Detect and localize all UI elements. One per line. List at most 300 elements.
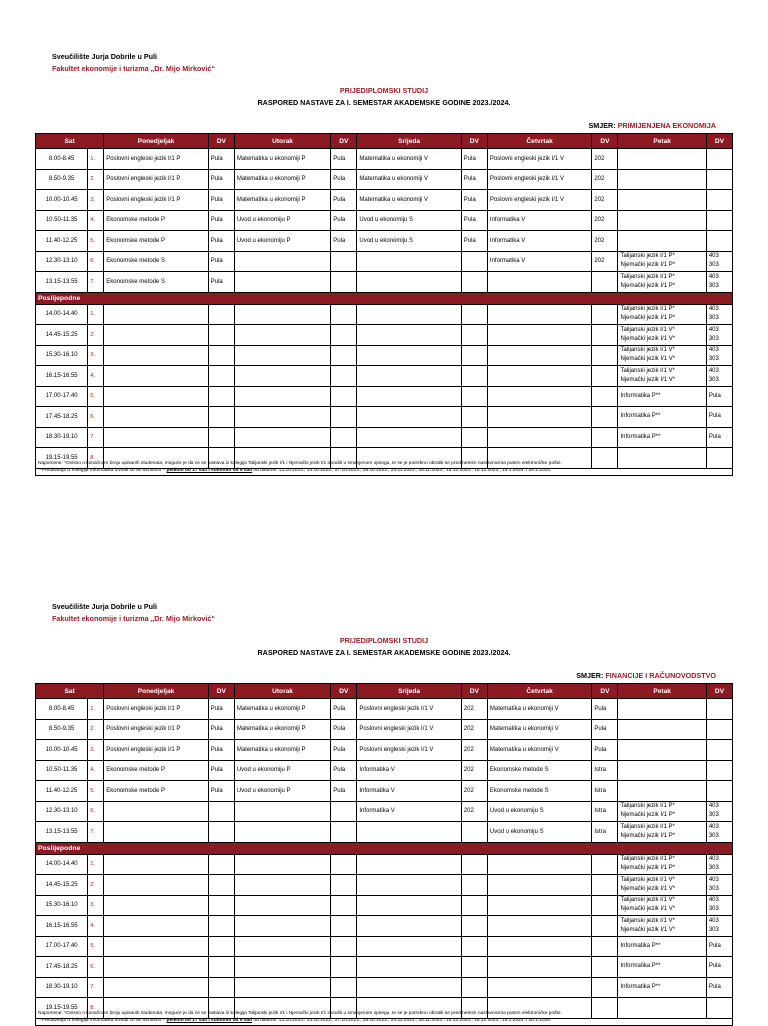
column-header: DV — [706, 684, 732, 699]
period-number: 5. — [88, 781, 104, 802]
empty-cell — [234, 977, 330, 998]
wed-room: 202 — [461, 801, 487, 822]
afternoon-section — [36, 842, 733, 854]
fri-room — [706, 190, 732, 211]
empty-cell — [357, 936, 461, 957]
wed-course: Matematika u ekonomiji V — [357, 169, 461, 190]
thu-course: Matematika u ekonomiji V — [487, 699, 591, 720]
notes — [35, 459, 733, 476]
empty-cell — [208, 386, 234, 407]
column-header: Srijeda — [357, 684, 461, 699]
empty-cell — [331, 875, 357, 896]
table-row — [36, 957, 733, 978]
fri-course — [618, 781, 706, 802]
period-number: 4. — [88, 760, 104, 781]
thu-course: Poslovni engleski jezik I/1 V — [487, 149, 591, 170]
empty-cell — [331, 345, 357, 366]
smjer-value: FINANCIJE I RAČUNOVODSTVO — [605, 671, 716, 680]
mon-room: Pula — [208, 719, 234, 740]
thu-course: Uvod u ekonomiju S — [487, 822, 591, 843]
fri-course: Talijanski jezik I/1 P* Njemački jezik I/1 P* — [618, 822, 706, 843]
note-2: **Predavanja iz kolegija Informatika izvodit će se turnusno – petkom od 17 sati i subotom od 9 sati na datume: 13.10.2023., 14.10.2023., 27.10.2023., 28.10.2023., 24.11.2023., 25.11.2023., 15.12.2023., 16.12.2023., 19.1.2024. i 20.1.2024. — [38, 1017, 552, 1023]
empty-cell — [208, 916, 234, 937]
fri-room: 403 303 — [706, 801, 732, 822]
table-row — [36, 169, 733, 190]
thu-course: Uvod u ekonomiju S — [487, 801, 591, 822]
time-slot: 17.45-18.25 — [36, 407, 88, 428]
fri-room: 403 303 — [706, 916, 732, 937]
table-row — [36, 325, 733, 346]
empty-cell — [592, 895, 618, 916]
fri-room: Pula — [706, 936, 732, 957]
fri-room: Pula — [706, 386, 732, 407]
empty-cell — [234, 895, 330, 916]
wed-course: Informatika V — [357, 781, 461, 802]
note-1: Napomene: *Ovisno o konačnom broju upisanih studenata, moguće je da će se nastava iz kolegija Talijanski jezik I/1 i Njemački jezik I/1 izvoditi u smanjenom opsegu, te se je potrebno obratiti se predmetnim nastavnicima putem elektroničke pošte. — [38, 460, 562, 466]
empty-cell — [208, 895, 234, 916]
time-slot: 15.30-16.10 — [36, 345, 88, 366]
tue-room — [331, 272, 357, 293]
empty-cell — [592, 854, 618, 875]
period-number: 7. — [88, 822, 104, 843]
column-header: DV — [706, 134, 732, 149]
afternoon-label: Poslijepodne — [36, 842, 733, 854]
fri-room: Pula — [706, 427, 732, 448]
table-row — [36, 801, 733, 822]
empty-cell — [208, 304, 234, 325]
thu-room: Istra — [592, 822, 618, 843]
mon-room: Pula — [208, 231, 234, 252]
table-row — [36, 822, 733, 843]
tue-course: Matematika u ekonomiji P — [234, 740, 330, 761]
time-slot: 10.50-11.35 — [36, 210, 88, 231]
tue-course: Uvod u ekonomiju P — [234, 760, 330, 781]
fri-course: Informatika P** — [618, 936, 706, 957]
time-slot: 10.00-10.45 — [36, 740, 88, 761]
column-header: Srijeda — [357, 134, 461, 149]
period-number: 3. — [88, 740, 104, 761]
fri-room — [706, 149, 732, 170]
time-slot: 14.00-14.40 — [36, 854, 88, 875]
mon-course: Ekonomske metode P — [104, 781, 208, 802]
empty-cell — [234, 325, 330, 346]
fri-room: 403 303 — [706, 272, 732, 293]
empty-cell — [592, 366, 618, 387]
wed-course: Poslovni engleski jezik I/1 V — [357, 719, 461, 740]
fri-room: 403 303 — [706, 822, 732, 843]
period-number: 6. — [88, 957, 104, 978]
fri-course: Talijanski jezik I/1 V* Njemački jezik I/1 V* — [618, 325, 706, 346]
thu-course: Informatika V — [487, 231, 591, 252]
empty-cell — [208, 977, 234, 998]
fri-room: Pula — [706, 977, 732, 998]
mon-course — [104, 822, 208, 843]
empty-cell — [104, 427, 208, 448]
tue-room: Pula — [331, 719, 357, 740]
empty-cell — [331, 854, 357, 875]
mon-room: Pula — [208, 699, 234, 720]
fri-room: 403 303 — [706, 325, 732, 346]
time-slot: 18.30-19.10 — [36, 977, 88, 998]
empty-cell — [331, 936, 357, 957]
tue-room: Pula — [331, 231, 357, 252]
empty-cell — [331, 427, 357, 448]
empty-cell — [331, 916, 357, 937]
mon-room: Pula — [208, 272, 234, 293]
empty-cell — [104, 386, 208, 407]
fri-course: Informatika P** — [618, 427, 706, 448]
empty-cell — [234, 345, 330, 366]
empty-cell — [357, 345, 461, 366]
empty-cell — [208, 407, 234, 428]
empty-cell — [331, 366, 357, 387]
empty-cell — [592, 386, 618, 407]
fri-course: Talijanski jezik I/1 P* Njemački jezik I/1 P* — [618, 304, 706, 325]
column-header: Sat — [36, 684, 104, 699]
fri-course: Informatika P** — [618, 386, 706, 407]
fri-room: 403 303 — [706, 854, 732, 875]
empty-cell — [487, 977, 591, 998]
thu-room: Pula — [592, 699, 618, 720]
table-row — [36, 231, 733, 252]
mon-course — [104, 801, 208, 822]
thu-course: Matematika u ekonomiji V — [487, 719, 591, 740]
fri-room — [706, 781, 732, 802]
time-slot: 16.15-16.55 — [36, 366, 88, 387]
column-header: Utorak — [234, 684, 330, 699]
column-header: Ponedjeljak — [104, 684, 208, 699]
tue-course: Uvod u ekonomiju P — [234, 210, 330, 231]
empty-cell — [487, 936, 591, 957]
mon-course: Ekonomske metode P — [104, 231, 208, 252]
empty-cell — [592, 875, 618, 896]
period-number: 7. — [88, 977, 104, 998]
smjer-label: SMJER: FINANCIJE I RAČUNOVODSTVO — [576, 671, 716, 680]
fri-room — [706, 169, 732, 190]
fri-course — [618, 149, 706, 170]
time-slot: 12.30-13.10 — [36, 801, 88, 822]
empty-cell — [461, 854, 487, 875]
time-slot: 8.00-8.45 — [36, 699, 88, 720]
note-1: Napomene: *Ovisno o konačnom broju upisanih studenata, moguće je da će se nastava iz kolegija Talijanski jezik I/1 i Njemački jezik I/1 izvoditi u smanjenom opsegu, te se je potrebno obratiti se predmetnim nastavnicima putem elektroničke pošte. — [38, 1010, 562, 1016]
empty-cell — [234, 386, 330, 407]
empty-cell — [461, 325, 487, 346]
column-header: DV — [208, 134, 234, 149]
fri-course: Talijanski jezik I/1 P* Njemački jezik I/1 P* — [618, 272, 706, 293]
empty-cell — [592, 916, 618, 937]
table-row — [36, 386, 733, 407]
empty-cell — [104, 977, 208, 998]
empty-cell — [461, 345, 487, 366]
fri-room — [706, 740, 732, 761]
time-slot: 13.15-13.55 — [36, 822, 88, 843]
time-slot: 11.40-12.25 — [36, 231, 88, 252]
thu-course: Matematika u ekonomiji V — [487, 740, 591, 761]
empty-cell — [461, 936, 487, 957]
tue-room — [331, 251, 357, 272]
period-number: 5. — [88, 231, 104, 252]
empty-cell — [357, 916, 461, 937]
period-number: 4. — [88, 210, 104, 231]
tue-room — [331, 822, 357, 843]
period-number: 2. — [88, 875, 104, 896]
empty-cell — [104, 325, 208, 346]
empty-cell — [104, 916, 208, 937]
tue-room: Pula — [331, 190, 357, 211]
wed-room: 202 — [461, 719, 487, 740]
tue-room: Pula — [331, 781, 357, 802]
empty-cell — [208, 936, 234, 957]
empty-cell — [487, 407, 591, 428]
empty-cell — [487, 304, 591, 325]
time-slot: 14.00-14.40 — [36, 304, 88, 325]
fri-room: 403 303 — [706, 875, 732, 896]
mon-room: Pula — [208, 740, 234, 761]
table-row — [36, 427, 733, 448]
study-level: PRIJEDIPLOMSKI STUDIJ — [339, 636, 429, 645]
empty-cell — [487, 386, 591, 407]
tue-course: Uvod u ekonomiju P — [234, 781, 330, 802]
empty-cell — [234, 407, 330, 428]
wed-course: Poslovni engleski jezik I/1 V — [357, 740, 461, 761]
period-number: 6. — [88, 801, 104, 822]
table-row — [36, 719, 733, 740]
tue-room: Pula — [331, 149, 357, 170]
empty-cell — [487, 957, 591, 978]
empty-cell — [331, 304, 357, 325]
schedule-table — [35, 683, 733, 1019]
wed-course — [357, 822, 461, 843]
faculty-name: Fakultet ekonomije i turizma „Dr. Mijo Mirković“ — [52, 64, 215, 73]
fri-course: Talijanski jezik I/1 V* Njemački jezik I/1 V* — [618, 916, 706, 937]
fri-room: 403 303 — [706, 366, 732, 387]
fri-room: 403 303 — [706, 251, 732, 272]
table-row — [36, 875, 733, 896]
wed-room: Pula — [461, 149, 487, 170]
column-header: DV — [461, 684, 487, 699]
thu-course: Poslovni engleski jezik I/1 V — [487, 169, 591, 190]
empty-cell — [357, 854, 461, 875]
empty-cell — [461, 895, 487, 916]
thu-course: Informatika V — [487, 210, 591, 231]
empty-cell — [357, 325, 461, 346]
empty-cell — [592, 427, 618, 448]
empty-cell — [331, 325, 357, 346]
table-row — [36, 272, 733, 293]
tue-room: Pula — [331, 210, 357, 231]
wed-course — [357, 251, 461, 272]
fri-room: Pula — [706, 407, 732, 428]
mon-room: Pula — [208, 781, 234, 802]
fri-course: Talijanski jezik I/1 P* Njemački jezik I/1 P* — [618, 854, 706, 875]
time-slot: 14.45-15.25 — [36, 875, 88, 896]
table-row — [36, 699, 733, 720]
empty-cell — [461, 875, 487, 896]
mon-course: Ekonomske metode S — [104, 272, 208, 293]
empty-cell — [592, 407, 618, 428]
period-number: 7. — [88, 272, 104, 293]
period-number: 8. — [88, 998, 104, 1019]
table-row — [36, 740, 733, 761]
empty-cell — [487, 895, 591, 916]
empty-cell — [234, 936, 330, 957]
fri-course: Talijanski jezik I/1 P* Njemački jezik I/1 P* — [618, 801, 706, 822]
fri-room — [706, 719, 732, 740]
empty-cell — [331, 407, 357, 428]
period-number: 3. — [88, 190, 104, 211]
thu-room: Istra — [592, 781, 618, 802]
tue-course — [234, 822, 330, 843]
empty-cell — [357, 977, 461, 998]
table-row — [36, 149, 733, 170]
wed-course: Informatika V — [357, 801, 461, 822]
fri-room — [706, 760, 732, 781]
period-number: 5. — [88, 936, 104, 957]
thu-room: 202 — [592, 231, 618, 252]
time-slot: 16.15-16.55 — [36, 916, 88, 937]
thu-room: 202 — [592, 169, 618, 190]
thu-room: 202 — [592, 149, 618, 170]
period-number: 8. — [88, 448, 104, 469]
notes — [35, 1009, 733, 1026]
table-row — [36, 977, 733, 998]
period-number: 6. — [88, 407, 104, 428]
empty-cell — [234, 875, 330, 896]
wed-room: 202 — [461, 781, 487, 802]
empty-cell — [208, 875, 234, 896]
fri-room — [706, 231, 732, 252]
fri-course — [618, 740, 706, 761]
table-row — [36, 366, 733, 387]
column-header: DV — [592, 134, 618, 149]
empty-cell — [331, 386, 357, 407]
fri-course — [618, 699, 706, 720]
thu-room: Istra — [592, 801, 618, 822]
empty-cell — [104, 854, 208, 875]
column-header: DV — [208, 684, 234, 699]
fri-course: Informatika P** — [618, 957, 706, 978]
empty-cell — [234, 304, 330, 325]
empty-cell — [357, 895, 461, 916]
mon-course: Poslovni engleski jezik I/1 P — [104, 719, 208, 740]
empty-cell — [461, 957, 487, 978]
wed-room: 202 — [461, 740, 487, 761]
time-slot: 10.00-10.45 — [36, 190, 88, 211]
fri-course: Talijanski jezik I/1 V* Njemački jezik I/1 V* — [618, 366, 706, 387]
afternoon-label: Poslijepodne — [36, 292, 733, 304]
empty-cell — [208, 427, 234, 448]
empty-cell — [104, 366, 208, 387]
fri-room — [706, 699, 732, 720]
wed-course: Informatika V — [357, 760, 461, 781]
time-slot: 18.30-19.10 — [36, 427, 88, 448]
thu-course: Poslovni engleski jezik I/1 V — [487, 190, 591, 211]
time-slot: 13.15-13.55 — [36, 272, 88, 293]
column-header: DV — [461, 134, 487, 149]
time-slot: 17.00-17.40 — [36, 386, 88, 407]
tue-room: Pula — [331, 699, 357, 720]
period-number: 1. — [88, 699, 104, 720]
table-row — [36, 304, 733, 325]
time-slot: 17.00-17.40 — [36, 936, 88, 957]
tue-room: Pula — [331, 740, 357, 761]
empty-cell — [234, 854, 330, 875]
wed-room: 202 — [461, 760, 487, 781]
tue-room: Pula — [331, 169, 357, 190]
thu-course: Informatika V — [487, 251, 591, 272]
period-number: 4. — [88, 916, 104, 937]
empty-cell — [208, 325, 234, 346]
empty-cell — [592, 957, 618, 978]
time-slot: 8.50-9.35 — [36, 719, 88, 740]
empty-cell — [592, 325, 618, 346]
tue-course: Matematika u ekonomiji P — [234, 169, 330, 190]
time-slot: 17.45-18.25 — [36, 957, 88, 978]
schedule-title: RASPORED NASTAVE ZA I. SEMESTAR AKADEMSKE GODINE 2023./2024. — [257, 98, 511, 107]
empty-cell — [208, 854, 234, 875]
empty-cell — [461, 304, 487, 325]
column-header: Petak — [618, 134, 706, 149]
column-header: Utorak — [234, 134, 330, 149]
column-header: Ponedjeljak — [104, 134, 208, 149]
time-slot: 19.15-19.55 — [36, 448, 88, 469]
empty-cell — [487, 325, 591, 346]
fri-room: 403 303 — [706, 345, 732, 366]
wed-course — [357, 272, 461, 293]
empty-cell — [104, 304, 208, 325]
column-header: Petak — [618, 684, 706, 699]
fri-course — [618, 190, 706, 211]
mon-course: Poslovni engleski jezik I/1 P — [104, 740, 208, 761]
empty-cell — [592, 304, 618, 325]
tue-course: Matematika u ekonomiji P — [234, 149, 330, 170]
wed-room: Pula — [461, 231, 487, 252]
time-slot: 8.00-8.45 — [36, 149, 88, 170]
column-header: DV — [592, 684, 618, 699]
wed-room: Pula — [461, 210, 487, 231]
table-header — [36, 134, 733, 149]
thu-room — [592, 272, 618, 293]
mon-course: Ekonomske metode S — [104, 251, 208, 272]
empty-cell — [487, 875, 591, 896]
fri-course — [618, 719, 706, 740]
table-row — [36, 936, 733, 957]
fri-room: 403 303 — [706, 304, 732, 325]
tue-room — [331, 801, 357, 822]
period-number: 6. — [88, 251, 104, 272]
thu-course: Ekonomske metode S — [487, 781, 591, 802]
faculty-name: Fakultet ekonomije i turizma „Dr. Mijo Mirković“ — [52, 614, 215, 623]
table-row — [36, 854, 733, 875]
mon-room: Pula — [208, 251, 234, 272]
empty-cell — [592, 345, 618, 366]
wed-room — [461, 251, 487, 272]
table-row — [36, 895, 733, 916]
empty-cell — [357, 875, 461, 896]
fri-course — [618, 760, 706, 781]
empty-cell — [208, 957, 234, 978]
period-number: 7. — [88, 427, 104, 448]
empty-cell — [357, 366, 461, 387]
tue-room: Pula — [331, 760, 357, 781]
tue-course: Matematika u ekonomiji P — [234, 699, 330, 720]
empty-cell — [487, 427, 591, 448]
empty-cell — [461, 427, 487, 448]
table-row — [36, 781, 733, 802]
period-number: 4. — [88, 366, 104, 387]
mon-room: Pula — [208, 149, 234, 170]
schedule-table — [35, 133, 733, 469]
